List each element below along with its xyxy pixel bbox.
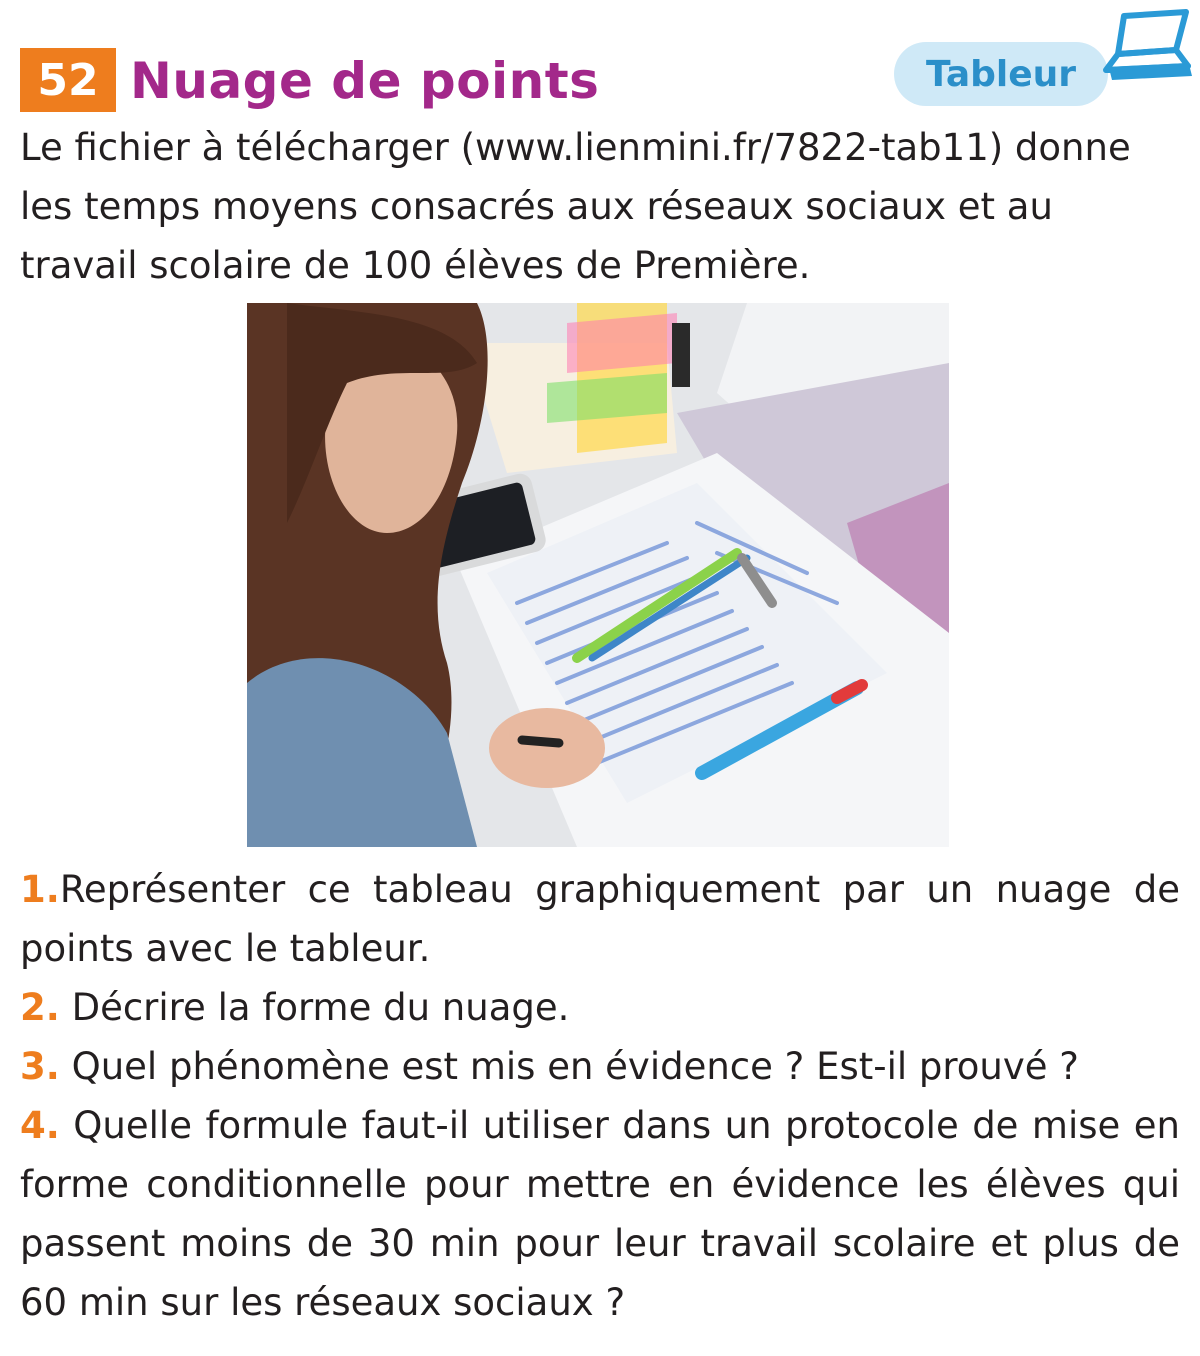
- laptop-icon: [1094, 8, 1194, 82]
- student-studying-photo: [247, 303, 949, 847]
- question-2: [20, 978, 1180, 1037]
- question-1: [20, 860, 1180, 978]
- tableur-tag: Tableur: [894, 42, 1108, 106]
- intro-paragraph: Le fichier à télécharger (www.lienmini.fr/7822-tab11) donne les temps moyens consacrés aux réseaux sociaux et au travail scolaire de 100 élèves de Première.: [20, 126, 1131, 287]
- questions-list: [20, 860, 1180, 1332]
- question-number: 4.: [20, 1104, 60, 1147]
- question-text: Décrire la forme du nuage.: [59, 986, 570, 1029]
- question-text: Quel phénomène est mis en évidence ? Est-il prouvé ?: [59, 1045, 1079, 1088]
- exercise-number-badge: 52: [20, 48, 116, 112]
- question-4: [20, 1096, 1180, 1332]
- question-text: Représenter ce tableau graphiquement par un nuage de points avec le tableur.: [20, 868, 1180, 970]
- question-number: 1.: [20, 868, 60, 911]
- question-3: [20, 1037, 1180, 1096]
- question-number: 2.: [20, 986, 60, 1029]
- exercise-header: [20, 48, 1180, 118]
- exercise-title: Nuage de points: [130, 52, 600, 110]
- question-text: Quelle formule faut-il utiliser dans un protocole de mise en forme conditionnelle pour mettre en évidence les élèves qui passent moins de 30 min pour leur travail scolaire et plus de 60 min sur les réseaux sociaux ?: [20, 1104, 1180, 1324]
- question-number: 3.: [20, 1045, 60, 1088]
